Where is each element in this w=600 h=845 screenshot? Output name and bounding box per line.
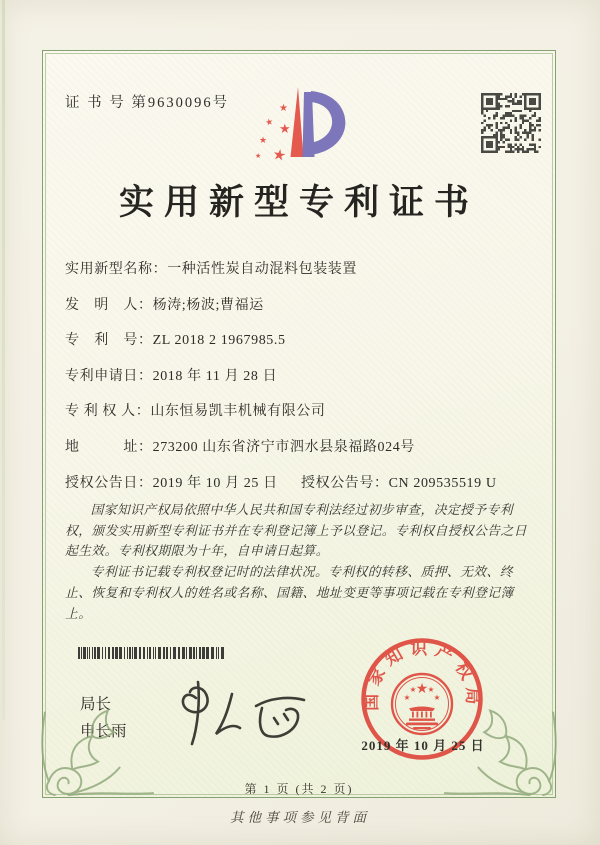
svg-text:★: ★ <box>403 693 411 702</box>
field-patent-no <box>65 329 539 365</box>
corner-flourish-icon <box>441 683 559 801</box>
corner-flourish-icon <box>39 683 157 801</box>
field-value: 杨涛;杨波;曹福运 <box>152 297 264 313</box>
svg-text:★: ★ <box>433 693 441 702</box>
field-label: 授权公告日： <box>65 475 153 491</box>
field-label: 授权公告号： <box>301 475 389 491</box>
seal-text: 国家知识产权局 <box>361 639 483 711</box>
field-label: 专利申请日： <box>65 368 153 384</box>
legal-paragraph-1: 国家知识产权局依照中华人民共和国专利法经过初步审查，决定授予专利权，颁发实用新型专利证书并在专利登记簿上予以登记。专利权自授权公告之日起生效。专利权期限为十年，自申请日起算。 <box>65 503 527 559</box>
svg-text:★: ★ <box>409 685 417 694</box>
svg-text:★: ★ <box>271 146 288 165</box>
signer-name: 申长雨 <box>80 723 127 740</box>
field-value: CN 209535519 U <box>388 475 497 491</box>
seal-date: 2019 年 10 月 25 日 <box>361 738 485 753</box>
qr-code-icon <box>481 93 541 153</box>
field-grant-number <box>301 472 497 492</box>
field-value: 273200 山东省济宁市泗水县泉福路024号 <box>152 439 415 455</box>
field-value: 2019 年 10 月 25 日 <box>152 475 278 491</box>
legal-paragraph-2: 专利证书记载专利权登记时的法律状况。专利权的转移、质押、无效、终止、恢复和专利权人的姓名或名称、国籍、地址变更等事项记载在专利登记簿上。 <box>65 565 514 621</box>
field-value: 2018 年 11 月 28 日 <box>152 368 278 384</box>
scan-edge-artifact <box>2 0 5 720</box>
field-label: 地 址： <box>65 439 153 455</box>
field-label: 专 利 号： <box>65 333 153 349</box>
certificate-frame <box>42 50 556 798</box>
cnipa-logo-icon <box>253 75 378 187</box>
field-label: 实用新型名称： <box>65 262 168 277</box>
field-name <box>65 258 539 294</box>
barcode-icon <box>78 647 228 659</box>
field-value: 一种活性炭自动混料包装装置 <box>167 262 358 277</box>
field-address <box>65 436 539 472</box>
certificate-title: 实用新型专利证书 <box>118 183 479 222</box>
signer-title: 局长 <box>80 696 112 713</box>
svg-text:★: ★ <box>415 682 429 697</box>
field-filing-date <box>65 365 539 401</box>
field-label: 专 利 权 人： <box>65 404 151 420</box>
field-grant-date <box>65 476 278 491</box>
svg-text:★: ★ <box>279 121 291 136</box>
svg-text:★: ★ <box>279 103 288 114</box>
signature-icon <box>168 676 318 756</box>
field-value: ZL 2018 2 1967985.5 <box>152 333 286 349</box>
svg-text:★: ★ <box>255 152 262 160</box>
field-inventors <box>65 294 539 330</box>
back-note: 其他事项参见背面 <box>230 810 370 825</box>
svg-text:★: ★ <box>259 135 268 145</box>
svg-text:★: ★ <box>427 685 435 694</box>
legal-text <box>65 500 539 624</box>
field-patentee <box>65 400 539 436</box>
field-value: 山东恒易凯丰机械有限公司 <box>150 404 326 420</box>
field-list <box>65 258 539 507</box>
svg-text:★: ★ <box>264 116 275 128</box>
field-label: 发 明 人： <box>65 297 153 313</box>
page-number: 第 1 页 (共 2 页) <box>244 782 354 796</box>
certificate-number: 证 书 号 第9630096号 <box>65 95 230 111</box>
